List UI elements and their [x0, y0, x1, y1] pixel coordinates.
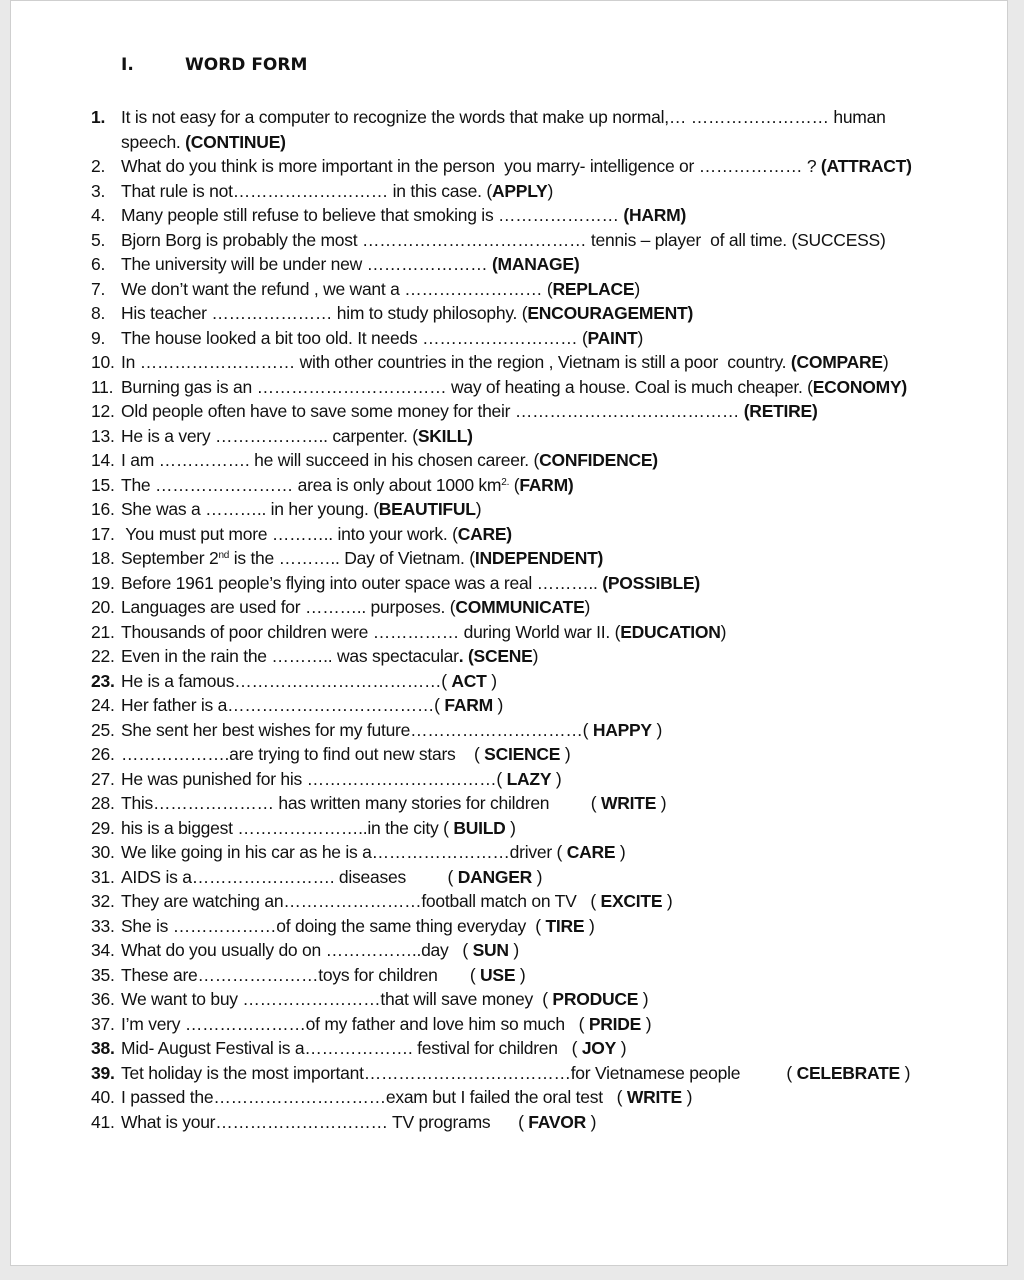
exercise-item: [91, 767, 971, 792]
item-keyword: (CONTINUE): [185, 131, 286, 152]
exercise-item: [91, 326, 971, 351]
exercise-item: [91, 228, 971, 253]
item-number: 16.: [91, 499, 115, 519]
item-number: 31.: [91, 866, 115, 887]
item-sentence: We don’t want the refund , we want a …………………… (: [121, 278, 553, 299]
item-number: 40.: [91, 1087, 115, 1107]
item-sentence: ……………….are trying to find out new stars (: [121, 744, 485, 764]
item-suffix: ): [551, 768, 562, 789]
item-sentence: She sent her best wishes for my future…………………………(: [121, 719, 593, 740]
exercise-item: [91, 840, 971, 865]
item-sentence: Bjorn Borg is probably the most ………………………………… tennis – player of all time. (SUCCESS): [121, 229, 886, 250]
item-suffix: ): [641, 1013, 652, 1034]
item-text: [121, 963, 525, 988]
section-heading: [121, 55, 307, 75]
item-sentence: I passed the…………………………exam but I failed the oral test (: [121, 1087, 627, 1107]
item-text: [121, 375, 907, 400]
exercise-list: [91, 105, 971, 1134]
item-keyword: PAINT: [587, 327, 638, 348]
exercise-item: [91, 742, 971, 767]
item-sentence: The house looked a bit too old. It needs ……………………… (: [121, 327, 588, 348]
item-keyword: USE: [480, 964, 516, 985]
item-sentence: September 2: [121, 548, 219, 568]
item-text: [121, 1036, 626, 1061]
exercise-item: [91, 963, 971, 988]
item-keyword: . (SCENE: [458, 646, 533, 666]
item-number: 21.: [91, 621, 115, 642]
item-text: [121, 326, 643, 351]
exercise-item: [91, 277, 971, 302]
item-keyword: ENCOURAGEMENT): [527, 303, 694, 323]
item-text: [121, 277, 640, 302]
item-number: 2.: [91, 156, 106, 176]
item-sentence-cont: is the ……….. Day of Vietnam. (: [229, 548, 475, 568]
exercise-item: [91, 1036, 971, 1061]
item-sentence: We like going in his car as he is a……………………driver (: [121, 842, 567, 862]
item-superscript: nd: [218, 550, 230, 561]
item-keyword: (MANAGE): [491, 254, 580, 274]
item-sentence: What do you think is more important in the person you marry- intelligence or ……………… ?: [121, 156, 821, 176]
item-suffix: ): [492, 695, 504, 715]
exercise-item: [91, 473, 971, 498]
exercise-item: [91, 1085, 971, 1110]
item-keyword: DANGER: [457, 866, 533, 887]
item-sentence: That rule is not……………………… in this case. (: [121, 180, 492, 201]
item-keyword: (COMPARE: [790, 352, 883, 372]
item-text: [121, 595, 590, 620]
item-keyword: APPLY: [491, 180, 548, 201]
item-suffix: ): [475, 499, 482, 519]
item-sentence: Her father is a………………………………(: [121, 695, 445, 715]
item-text: [121, 742, 570, 767]
item-suffix: ): [662, 891, 673, 911]
item-number: 30.: [91, 842, 115, 862]
item-keyword: TIRE: [545, 915, 585, 936]
item-suffix: ): [720, 621, 727, 642]
exercise-item: [91, 1061, 971, 1086]
item-number: 14.: [91, 450, 115, 470]
item-number: 8.: [91, 303, 106, 323]
exercise-item: [91, 154, 971, 179]
item-text: [121, 301, 693, 326]
item-sentence: Even in the rain the ……….. was spectacular: [121, 646, 459, 666]
item-suffix: ): [584, 597, 591, 617]
item-number: 9.: [91, 327, 106, 348]
item-number: 13.: [91, 425, 115, 446]
item-text: [121, 546, 603, 571]
item-sentence: Languages are used for ……….. purposes. (: [121, 597, 456, 617]
item-text: [121, 252, 579, 277]
item-number: 20.: [91, 597, 115, 617]
item-number: 33.: [91, 915, 115, 936]
item-number: 4.: [91, 205, 106, 225]
item-keyword: CONFIDENCE): [539, 450, 658, 470]
exercise-item: [91, 399, 971, 424]
item-sentence: This………………… has written many stories for children (: [121, 793, 601, 813]
item-keyword: HAPPY: [592, 719, 652, 740]
item-number: 7.: [91, 278, 106, 299]
item-sentence: They are watching an……………………football match on TV (: [121, 891, 601, 911]
item-sentence-cont: (: [509, 474, 520, 495]
exercise-item: [91, 595, 971, 620]
exercise-item: [91, 644, 971, 669]
item-number: 41.: [91, 1111, 115, 1132]
item-suffix: ): [616, 1038, 627, 1058]
item-sentence: She is ………………of doing the same thing everyday (: [121, 915, 546, 936]
exercise-item: [91, 350, 971, 375]
exercise-item: [91, 620, 971, 645]
item-number: 12.: [91, 401, 115, 421]
item-suffix: ): [638, 989, 649, 1009]
item-keyword: CELEBRATE: [796, 1062, 900, 1083]
item-number: 19.: [91, 572, 115, 593]
item-text: [121, 1110, 596, 1135]
exercise-item: [91, 105, 971, 154]
item-text: [121, 914, 595, 939]
item-keyword: PRODUCE: [552, 989, 639, 1009]
item-number: 22.: [91, 646, 115, 666]
item-suffix: ): [560, 744, 571, 764]
item-text: [121, 571, 700, 596]
exercise-item: [91, 718, 971, 743]
item-keyword: REPLACE: [552, 278, 635, 299]
item-text: [121, 105, 941, 154]
item-suffix: ): [656, 793, 667, 813]
item-text: [121, 644, 538, 669]
item-suffix: ): [532, 646, 539, 666]
item-superscript: 2.: [501, 476, 510, 488]
item-keyword: JOY: [581, 1038, 617, 1058]
item-number: 37.: [91, 1013, 115, 1034]
item-text: [121, 620, 726, 645]
item-sentence: These are…………………toys for children (: [121, 964, 481, 985]
item-number: 28.: [91, 793, 115, 813]
item-sentence: I am ……………. he will succeed in his chosen career. (: [121, 450, 540, 470]
item-text: [121, 1061, 910, 1086]
item-text: [121, 203, 686, 228]
item-sentence: The university will be under new …………………: [121, 254, 492, 274]
item-sentence: Old people often have to save some money for their …………………………………: [121, 401, 744, 421]
item-suffix: ): [505, 817, 516, 838]
item-number: 38.: [91, 1038, 115, 1058]
item-suffix: ): [486, 670, 497, 691]
item-number: 6.: [91, 254, 106, 274]
exercise-item: [91, 203, 971, 228]
item-number: 34.: [91, 940, 115, 960]
item-suffix: ): [637, 327, 644, 348]
item-suffix: ): [547, 180, 554, 201]
item-number: 32.: [91, 891, 115, 911]
exercise-item: [91, 791, 971, 816]
item-suffix: ): [532, 866, 543, 887]
exercise-item: [91, 938, 971, 963]
item-keyword: WRITE: [600, 793, 657, 813]
item-number: 10.: [91, 352, 115, 372]
exercise-item: [91, 522, 971, 547]
item-keyword: COMMUNICATE: [455, 597, 585, 617]
item-sentence: The …………………… area is only about 1000 km: [121, 474, 502, 495]
exercise-item: [91, 546, 971, 571]
exercise-item: [91, 816, 971, 841]
exercise-item: [91, 252, 971, 277]
item-suffix: ): [681, 1087, 693, 1107]
item-keyword: (RETIRE): [743, 401, 818, 421]
item-text: [121, 154, 912, 179]
item-sentence: He is a very ……………….. carpenter. (: [121, 425, 418, 446]
item-suffix: ): [586, 1111, 597, 1132]
item-keyword: CARE: [566, 842, 616, 862]
item-text: [121, 669, 497, 694]
item-text: [121, 424, 473, 449]
item-number: 25.: [91, 719, 115, 740]
item-keyword: FAVOR: [528, 1111, 587, 1132]
exercise-item: [91, 865, 971, 890]
exercise-item: [91, 301, 971, 326]
item-text: [121, 840, 626, 865]
item-suffix: ): [584, 915, 595, 936]
item-number: 5.: [91, 229, 106, 250]
item-keyword: (HARM): [623, 205, 687, 225]
item-text: [121, 938, 519, 963]
item-text: [121, 448, 658, 473]
exercise-item: [91, 571, 971, 596]
item-keyword: LAZY: [506, 768, 552, 789]
item-keyword: CARE): [457, 523, 512, 544]
item-text: [121, 767, 561, 792]
item-suffix: ): [899, 1062, 911, 1083]
item-suffix: ): [651, 719, 663, 740]
item-number: 26.: [91, 744, 115, 764]
item-text: [121, 1085, 692, 1110]
item-keyword: ECONOMY): [812, 376, 907, 397]
item-number: 11.: [91, 376, 114, 397]
exercise-item: [91, 179, 971, 204]
item-keyword: EDUCATION: [620, 621, 721, 642]
item-sentence: He is a famous………………………………(: [121, 670, 452, 691]
section-title: WORD FORM: [185, 55, 308, 75]
item-number: 24.: [91, 695, 115, 715]
item-sentence: You must put more ……….. into your work. (: [121, 523, 458, 544]
item-suffix: ): [882, 352, 889, 372]
item-sentence: We want to buy ……………………that will save money (: [121, 989, 553, 1009]
exercise-item: [91, 375, 971, 400]
item-number: 15.: [91, 474, 115, 495]
item-text: [121, 1012, 651, 1037]
item-text: [121, 987, 648, 1012]
item-keyword: (ATTRACT): [820, 156, 912, 176]
item-number: 35.: [91, 964, 115, 985]
item-sentence: She was a ……….. in her young. (: [121, 499, 379, 519]
item-text: [121, 179, 553, 204]
item-sentence: It is not easy for a computer to recognize the words that make up normal,… …………………… human speech.: [121, 107, 891, 152]
item-sentence: Before 1961 people’s flying into outer space was a real ………..: [121, 572, 603, 593]
exercise-item: [91, 1110, 971, 1135]
item-text: [121, 693, 503, 718]
item-number: 18.: [91, 548, 115, 568]
item-keyword: FARM): [519, 474, 574, 495]
item-text: [121, 228, 886, 253]
item-text: [121, 865, 542, 890]
item-sentence: I’m very …………………of my father and love him so much (: [121, 1013, 589, 1034]
item-keyword: BUILD: [453, 817, 506, 838]
item-keyword: ACT: [451, 670, 487, 691]
item-sentence: In ……………………… with other countries in the region , Vietnam is still a poor country.: [121, 352, 791, 372]
exercise-item: [91, 497, 971, 522]
item-sentence: Mid- August Festival is a………………. festival for children (: [121, 1038, 582, 1058]
item-number: 29.: [91, 817, 115, 838]
item-number: 1.: [91, 107, 106, 127]
item-keyword: BEAUTIFUL: [378, 499, 476, 519]
item-number: 39.: [91, 1062, 115, 1083]
exercise-item: [91, 424, 971, 449]
item-sentence: Many people still refuse to believe that smoking is …………………: [121, 205, 624, 225]
item-number: 36.: [91, 989, 115, 1009]
item-text: [121, 350, 888, 375]
item-keyword: SKILL): [417, 425, 473, 446]
item-sentence: What is your………………………… TV programs (: [121, 1111, 529, 1132]
item-keyword: (POSSIBLE): [602, 572, 700, 593]
item-sentence: His teacher ………………… him to study philosophy. (: [121, 303, 528, 323]
item-keyword: SCIENCE: [484, 744, 561, 764]
exercise-item: [91, 889, 971, 914]
exercise-item: [91, 1012, 971, 1037]
item-sentence: He was punished for his ……………………………(: [121, 768, 507, 789]
exercise-item: [91, 669, 971, 694]
item-text: [121, 816, 516, 841]
item-number: 17.: [91, 523, 115, 544]
item-keyword: EXCITE: [600, 891, 663, 911]
item-suffix: ): [515, 964, 526, 985]
exercise-item: [91, 914, 971, 939]
item-keyword: PRIDE: [588, 1013, 642, 1034]
item-text: [121, 522, 512, 547]
item-text: [121, 889, 672, 914]
item-sentence: Burning gas is an …………………………… way of heating a house. Coal is much cheaper. (: [121, 376, 813, 397]
item-suffix: ): [634, 278, 640, 299]
item-number: 27.: [91, 768, 115, 789]
item-text: [121, 497, 481, 522]
item-sentence: his is a biggest …………………..in the city (: [121, 817, 454, 838]
section-number: I.: [121, 55, 134, 75]
item-number: 3.: [91, 180, 106, 201]
item-number: 23.: [91, 670, 115, 691]
item-keyword: SUN: [472, 940, 509, 960]
exercise-item: [91, 448, 971, 473]
item-sentence: Tet holiday is the most important………………………………for Vietnamese people (: [121, 1062, 797, 1083]
item-suffix: ): [508, 940, 519, 960]
item-text: [121, 791, 666, 816]
item-keyword: FARM: [444, 695, 493, 715]
item-sentence: Thousands of poor children were …………… during World war II. (: [121, 621, 621, 642]
item-keyword: WRITE: [626, 1087, 682, 1107]
item-keyword: INDEPENDENT): [474, 548, 604, 568]
exercise-item: [91, 693, 971, 718]
item-sentence: AIDS is a……………………. diseases (: [121, 866, 458, 887]
item-text: [121, 473, 573, 498]
item-text: [121, 718, 662, 743]
exercise-item: [91, 987, 971, 1012]
item-suffix: ): [615, 842, 626, 862]
document-page: [10, 0, 1008, 1266]
item-sentence: What do you usually do on ……………..day (: [121, 940, 473, 960]
item-text: [121, 399, 818, 424]
